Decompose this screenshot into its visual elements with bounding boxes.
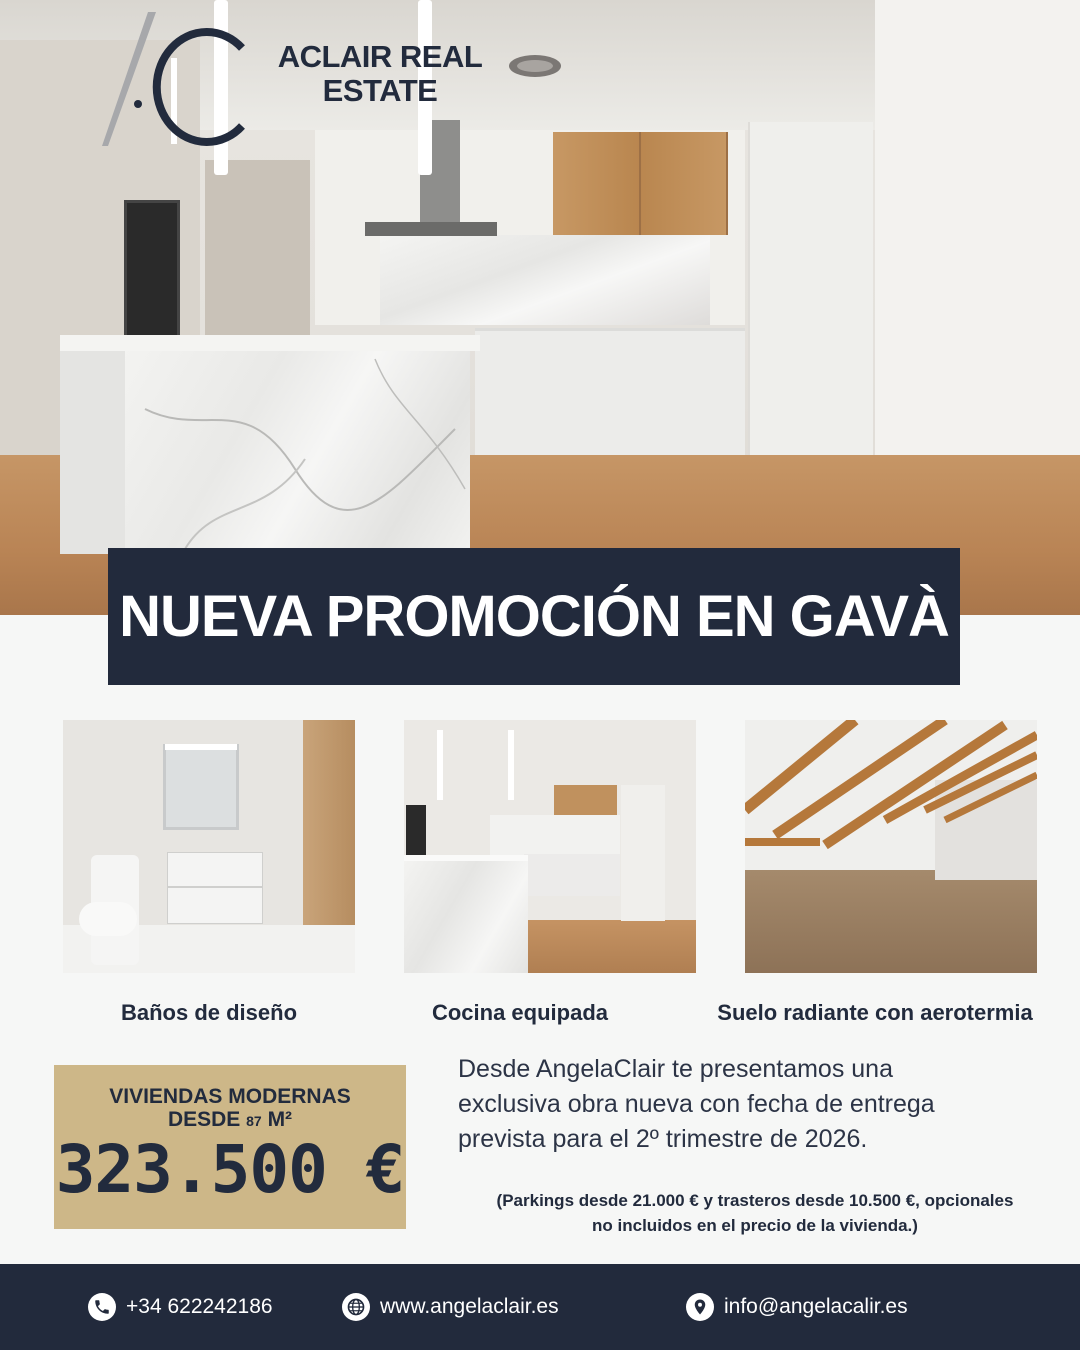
hero-oven: [124, 200, 180, 340]
brand-name: [275, 40, 485, 108]
hero-extractor-hood-base: [365, 222, 497, 236]
contact-footer: [0, 1264, 1080, 1350]
price-box: [54, 1065, 406, 1229]
contact-email[interactable]: [686, 1291, 908, 1323]
feature-photo-attic: [745, 720, 1037, 973]
phone-number: +34 622242186: [126, 1295, 273, 1318]
brand-name-line1: ACLAIR REAL: [277, 39, 483, 74]
email-address: info@angelacalir.es: [724, 1295, 908, 1318]
hero-marble-backsplash: [380, 235, 710, 325]
ac-monogram-logo-icon: [100, 8, 250, 158]
hero-marble-island: [60, 335, 480, 550]
size-unit: M²: [267, 1108, 293, 1131]
hero-island-veins: [125, 349, 470, 554]
feature-label-bathroom: Baños de diseño: [120, 1000, 298, 1025]
price-box-heading: VIVIENDAS MODERNAS: [109, 1085, 351, 1108]
price-box-size: [54, 1108, 406, 1133]
description-text: [458, 1052, 1018, 1157]
size-number: 87: [246, 1113, 262, 1129]
globe-icon: [342, 1293, 370, 1321]
description-line: exclusiva obra nueva con fecha de entrega: [458, 1090, 935, 1118]
contact-phone[interactable]: [88, 1291, 273, 1323]
title-banner: [108, 548, 960, 685]
parking-note-line: (Parkings desde 21.000 € y trasteros desde 10.500 €, opcionales: [496, 1191, 1014, 1210]
contact-website[interactable]: [342, 1291, 559, 1323]
feature-label-heating: Suelo radiante con aerotermia: [717, 1000, 1033, 1025]
hero-island-side: [60, 349, 126, 554]
location-pin-icon: [686, 1293, 714, 1321]
hero-doorway: [205, 160, 310, 335]
phone-icon: [88, 1293, 116, 1321]
hero-tall-cabinets: [748, 122, 873, 457]
page-title: NUEVA PROMOCIÓN EN GAVÀ: [119, 584, 949, 649]
hero-island-front: [125, 349, 470, 554]
hero-wood-cabinets: [553, 132, 728, 235]
hero-island-top: [60, 335, 480, 351]
parking-note: [440, 1188, 1070, 1238]
feature-photo-bathroom: [63, 720, 355, 973]
price-value: 323.500 €: [55, 1131, 405, 1208]
feature-label-kitchen: Cocina equipada: [431, 1000, 609, 1025]
parking-note-line: no incluidos en el precio de la vivienda.): [592, 1216, 918, 1235]
website-link: www.angelaclair.es: [380, 1295, 559, 1318]
hero-ceiling-vent: [508, 54, 563, 78]
description-line: prevista para el 2º trimestre de 2026.: [458, 1125, 868, 1153]
feature-photo-kitchen: [404, 720, 696, 973]
description-line: Desde AngelaClair te presentamos una: [458, 1055, 893, 1083]
size-prefix: DESDE: [167, 1108, 241, 1131]
hero-base-cabinets: [475, 328, 745, 458]
brand-name-line2: ESTATE: [322, 73, 438, 108]
